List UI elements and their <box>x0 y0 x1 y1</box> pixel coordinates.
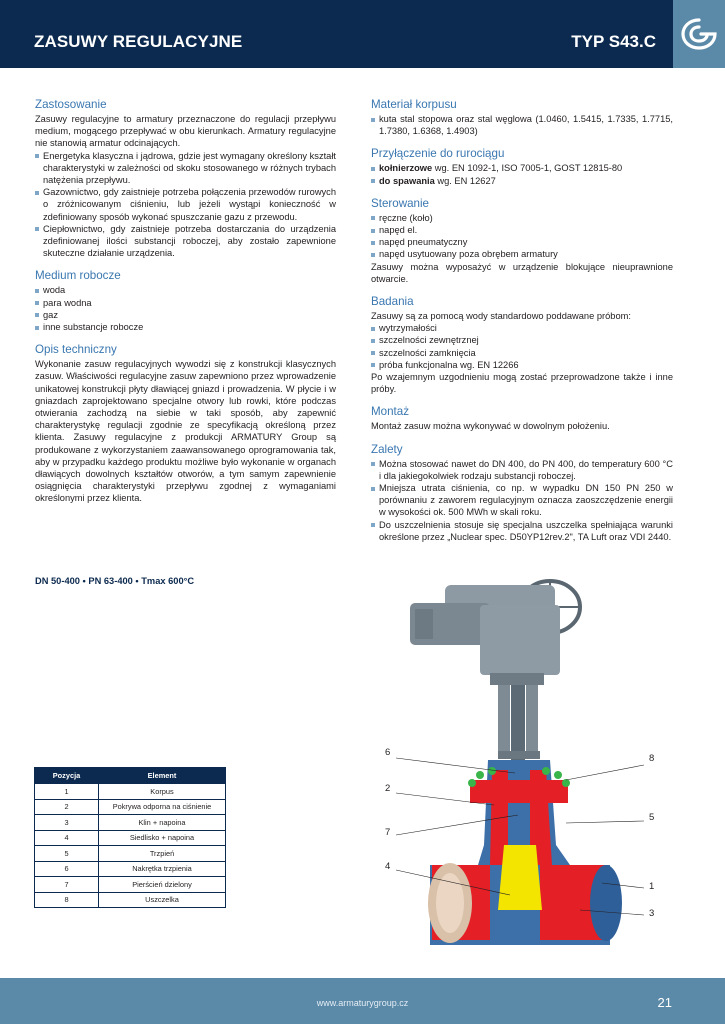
heading-badania: Badania <box>371 295 414 309</box>
list-item: gaz <box>35 309 336 321</box>
table-row <box>35 799 226 815</box>
section-montaz <box>371 405 673 432</box>
table-cell: Trzpień <box>99 846 226 862</box>
table-cell: Pierścień dzielony <box>99 877 226 893</box>
column-header: Element <box>99 768 226 784</box>
badania-list <box>371 322 673 371</box>
logo-swirl-icon <box>679 16 719 52</box>
callout-number: 6 <box>385 747 391 758</box>
table-row <box>35 892 226 908</box>
table-row <box>35 830 226 846</box>
page-header <box>0 0 725 68</box>
product-type: TYP S43.C <box>571 32 656 51</box>
list-item: napęd usytuowany poza obrębem armatury <box>371 248 673 260</box>
heading-opis: Opis techniczny <box>35 343 117 357</box>
zastosowanie-intro: Zasuwy regulacyjne to armatury przeznaczone do regulacji przepływu medium, mogącego przepływać w obu kierunkach. Armatury regulacyjne nie stanowią armatur odcinających. <box>35 114 336 149</box>
list-item: wytrzymałości <box>371 322 673 334</box>
list-item: próba funkcjonalna wg. EN 12266 <box>371 359 673 371</box>
heading-sterowanie: Sterowanie <box>371 196 430 210</box>
connection-type: do spawania <box>379 175 435 186</box>
section-medium <box>35 269 336 333</box>
valve-cutaway-illustration <box>370 565 700 955</box>
table-row <box>35 815 226 831</box>
table-cell: 4 <box>35 830 99 846</box>
heading-material: Materiał korpusu <box>371 98 457 111</box>
callout-number: 2 <box>385 783 391 794</box>
callout-number: 4 <box>385 861 391 872</box>
heading-przylaczenie: Przyłączenie do rurociągu <box>371 147 505 161</box>
table-cell: 7 <box>35 877 99 893</box>
material-list <box>371 113 673 137</box>
heading-montaz: Montaż <box>371 405 410 419</box>
table-cell: 3 <box>35 815 99 831</box>
table-row <box>35 861 226 877</box>
list-item: Można stosować nawet do DN 400, do PN 400, do temperatury 600 °C i dla jakiegokolwiek rodzaju substancji roboczej. <box>371 458 673 482</box>
list-item: woda <box>35 284 336 296</box>
medium-list <box>35 284 336 333</box>
list-item <box>371 162 673 174</box>
table-header-row <box>35 768 226 784</box>
list-item: Mniejsza utrata ciśnienia, co np. w wypadku DN 150 PN 250 w porównaniu z zaworem regulacyjnym oznacza zaoszczędzenie energii w wysokości ok. 500 MWh w skali roku. <box>371 482 673 519</box>
section-przylaczenie <box>371 147 673 186</box>
table-row <box>35 846 226 862</box>
page-number: 21 <box>657 995 672 1010</box>
list-item: Ciepłownictwo, gdy zaistnieje potrzeba dostarczania do urządzenia zdefiniowanej ilości substancji roboczej, aby zostało zapewnione skuteczne działanie urządzenia. <box>35 223 336 260</box>
section-opis <box>35 343 336 504</box>
table-cell: Nakrętka trzpienia <box>99 861 226 877</box>
page-title: ZASUWY REGULACYJNE <box>34 32 243 51</box>
list-item: inne substancje robocze <box>35 321 336 333</box>
list-item: ręczne (koło) <box>371 212 673 224</box>
zalety-list <box>371 458 673 543</box>
list-item: kuta stal stopowa oraz stal węglowa (1.0460, 1.5415, 1.7335, 1.7715, 1.7380, 1.6368, 1.4903) <box>371 113 673 137</box>
section-zastosowanie <box>35 98 336 259</box>
list-item: napęd pneumatyczny <box>371 236 673 248</box>
list-item <box>371 175 673 187</box>
section-material <box>371 98 673 137</box>
list-item: napęd el. <box>371 224 673 236</box>
list-item: para wodna <box>35 297 336 309</box>
table-row <box>35 877 226 893</box>
heading-zastosowanie: Zastosowanie <box>35 98 107 111</box>
parts-table <box>34 767 226 908</box>
zastosowanie-list <box>35 150 336 260</box>
specs-line: DN 50-400 • PN 63-400 • Tmax 600°C <box>35 576 195 586</box>
montaz-text: Montaż zasuw można wykonywać w dowolnym położeniu. <box>371 421 610 432</box>
footer-url-link[interactable]: www.armaturygroup.cz <box>316 998 409 1008</box>
left-column <box>35 98 336 515</box>
table-cell: 5 <box>35 846 99 862</box>
sterowanie-list <box>371 212 673 261</box>
list-item: szczelności zamknięcia <box>371 347 673 359</box>
section-zalety <box>371 443 673 543</box>
table-row <box>35 784 226 800</box>
right-column <box>371 98 673 553</box>
table-cell: Uszczelka <box>99 892 226 908</box>
table-cell: 8 <box>35 892 99 908</box>
connection-type: kołnierzowe <box>379 163 433 174</box>
table-cell: Klin + napoina <box>99 815 226 831</box>
list-item: Gazownictwo, gdy zaistnieje potrzeba połączenia przewodów rurowych o zróżnicowanym ciśnieniu, lub jeżeli wystąpi konieczność w zdefiniowany sposób wykonać spuszczanie gazu z przewodu. <box>35 186 336 223</box>
przylaczenie-list <box>371 162 673 186</box>
callout-number: 8 <box>649 753 655 764</box>
table-cell: Korpus <box>99 784 226 800</box>
table-cell: Pokrywa odporna na ciśnienie <box>99 799 226 815</box>
heading-medium: Medium robocze <box>35 269 121 283</box>
connection-standard: wg. EN 12627 <box>434 175 496 186</box>
section-sterowanie <box>371 197 673 285</box>
page-footer <box>0 978 725 1024</box>
sterowanie-note: Zasuwy można wyposażyć w urządzenie blokujące nieuprawnione otwarcie. <box>371 261 673 284</box>
callout-number: 1 <box>649 881 655 892</box>
table-cell: 1 <box>35 784 99 800</box>
brand-logo <box>673 0 725 68</box>
section-badania <box>371 295 673 395</box>
callout-number: 7 <box>385 827 391 838</box>
badania-note: Po wzajemnym uzgodnieniu mogą zostać przeprowadzone także i inne próby. <box>371 372 673 395</box>
callout-number: 3 <box>649 908 655 919</box>
badania-intro: Zasuwy są za pomocą wody standardowo poddawane próbom: <box>371 311 631 322</box>
list-item: szczelności zewnętrznej <box>371 334 673 346</box>
list-item: Energetyka klasyczna i jądrowa, gdzie jest wymagany określony kształt charakterystyki w zależności od skoku stosowanego w różnych trybach natężenia przepływu. <box>35 150 336 187</box>
heading-zalety: Zalety <box>371 442 403 456</box>
opis-text: Wykonanie zasuw regulacyjnych wywodzi się z konstrukcji klasycznych zasuw. Właściwości regulacyjne zasuw zapewniono przez wprowadzenie unikatowej konstrukcji płyty dławiącej gniazd i prowadzenia. W płycie i w gniazdach zaprojektowano specjalne otwory lub rowki, które podczas otwierania zachodzą na siebie w taki sposób, aby zapewnić charakterystykę regulacji zgodnie ze specyfikacją określoną przez klienta. Zasuwy regulacyjne z produkcji ARMATURY Group są produkowane z wykorzystaniem zaawansowanego oprogramowania tak, aby w przypadku każdego produktu możliwe było wykonanie w organach dławiących dowolnych kształtów otworów, a tym samym zapewnienie osiągnięcia charakterystyki przepływu zgodnej z wymaganiami określonymi przez klienta. <box>35 359 336 504</box>
list-item: Do uszczelnienia stosuje się specjalna uszczelka spełniająca warunki określone przez „Nuclear spec. D50YP12rev.2", TA Luft oraz VDI 2440. <box>371 519 673 543</box>
table-cell: Siedlisko + napoina <box>99 830 226 846</box>
table-cell: 2 <box>35 799 99 815</box>
connection-standard: wg. EN 1092-1, ISO 7005-1, GOST 12815-80 <box>432 163 623 174</box>
table-cell: 6 <box>35 861 99 877</box>
callout-number: 5 <box>649 812 655 823</box>
column-header: Pozycja <box>35 768 99 784</box>
